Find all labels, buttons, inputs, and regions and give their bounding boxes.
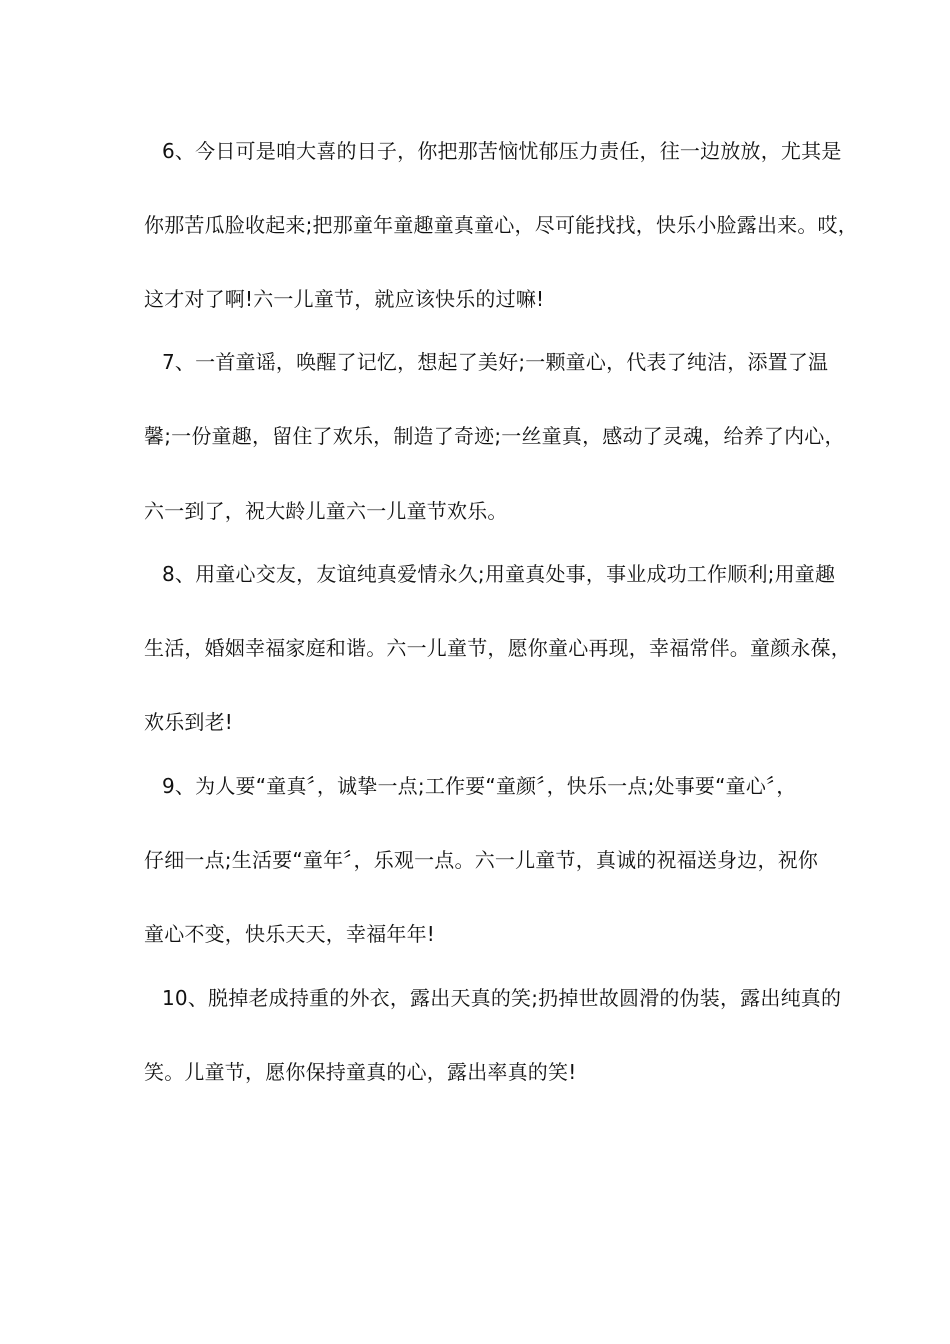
paragraph-10-line-2: 笑。儿童节，愿你保持童真的心，露出率真的笑!: [144, 1060, 577, 1084]
paragraph-8-line-2: 生活，婚姻幸福家庭和谐。六一儿童节，愿你童心再现，幸福常伴。童颜永葆，: [144, 636, 851, 660]
paragraph-6-line-2: 你那苦瓜脸收起来;把那童年童趣童真童心，尽可能找找，快乐小脸露出来。哎，: [144, 213, 858, 237]
paragraph-8-line-1: 8、用童心交友，友谊纯真爱情永久;用童真处事，事业成功工作顺利;用童趣: [162, 562, 836, 586]
paragraph-6-line-1: 6、今日可是咱大喜的日子，你把那苦恼忧郁压力责任，往一边放放，尤其是: [162, 139, 842, 163]
paragraph-6-line-3: 这才对了啊!六一儿童节，就应该快乐的过嘛!: [144, 287, 545, 311]
paragraph-10-line-1: 10、脱掉老成持重的外衣，露出天真的笑;扔掉世故圆滑的伪装，露出纯真的: [162, 986, 842, 1010]
paragraph-7-line-2: 馨;一份童趣，留住了欢乐，制造了奇迹;一丝童真，感动了灵魂，给养了内心，: [144, 424, 845, 448]
paragraph-7-line-1: 7、一首童谣，唤醒了记忆，想起了美好;一颗童心，代表了纯洁，添置了温: [162, 350, 829, 374]
paragraph-9-line-3: 童心不变，快乐天天，幸福年年!: [144, 922, 436, 946]
paragraph-9-line-1: 9、为人要“童真〞，诚挚一点;工作要“童颜〞，快乐一点;处事要“童心〞，: [162, 774, 797, 798]
paragraph-9-line-2: 仔细一点;生活要“童年〞，乐观一点。六一儿童节，真诚的祝福送身边，祝你: [144, 848, 819, 872]
paragraph-7-line-3: 六一到了，祝大龄儿童六一儿童节欢乐。: [144, 499, 508, 523]
paragraph-8-line-3: 欢乐到老!: [144, 710, 234, 734]
